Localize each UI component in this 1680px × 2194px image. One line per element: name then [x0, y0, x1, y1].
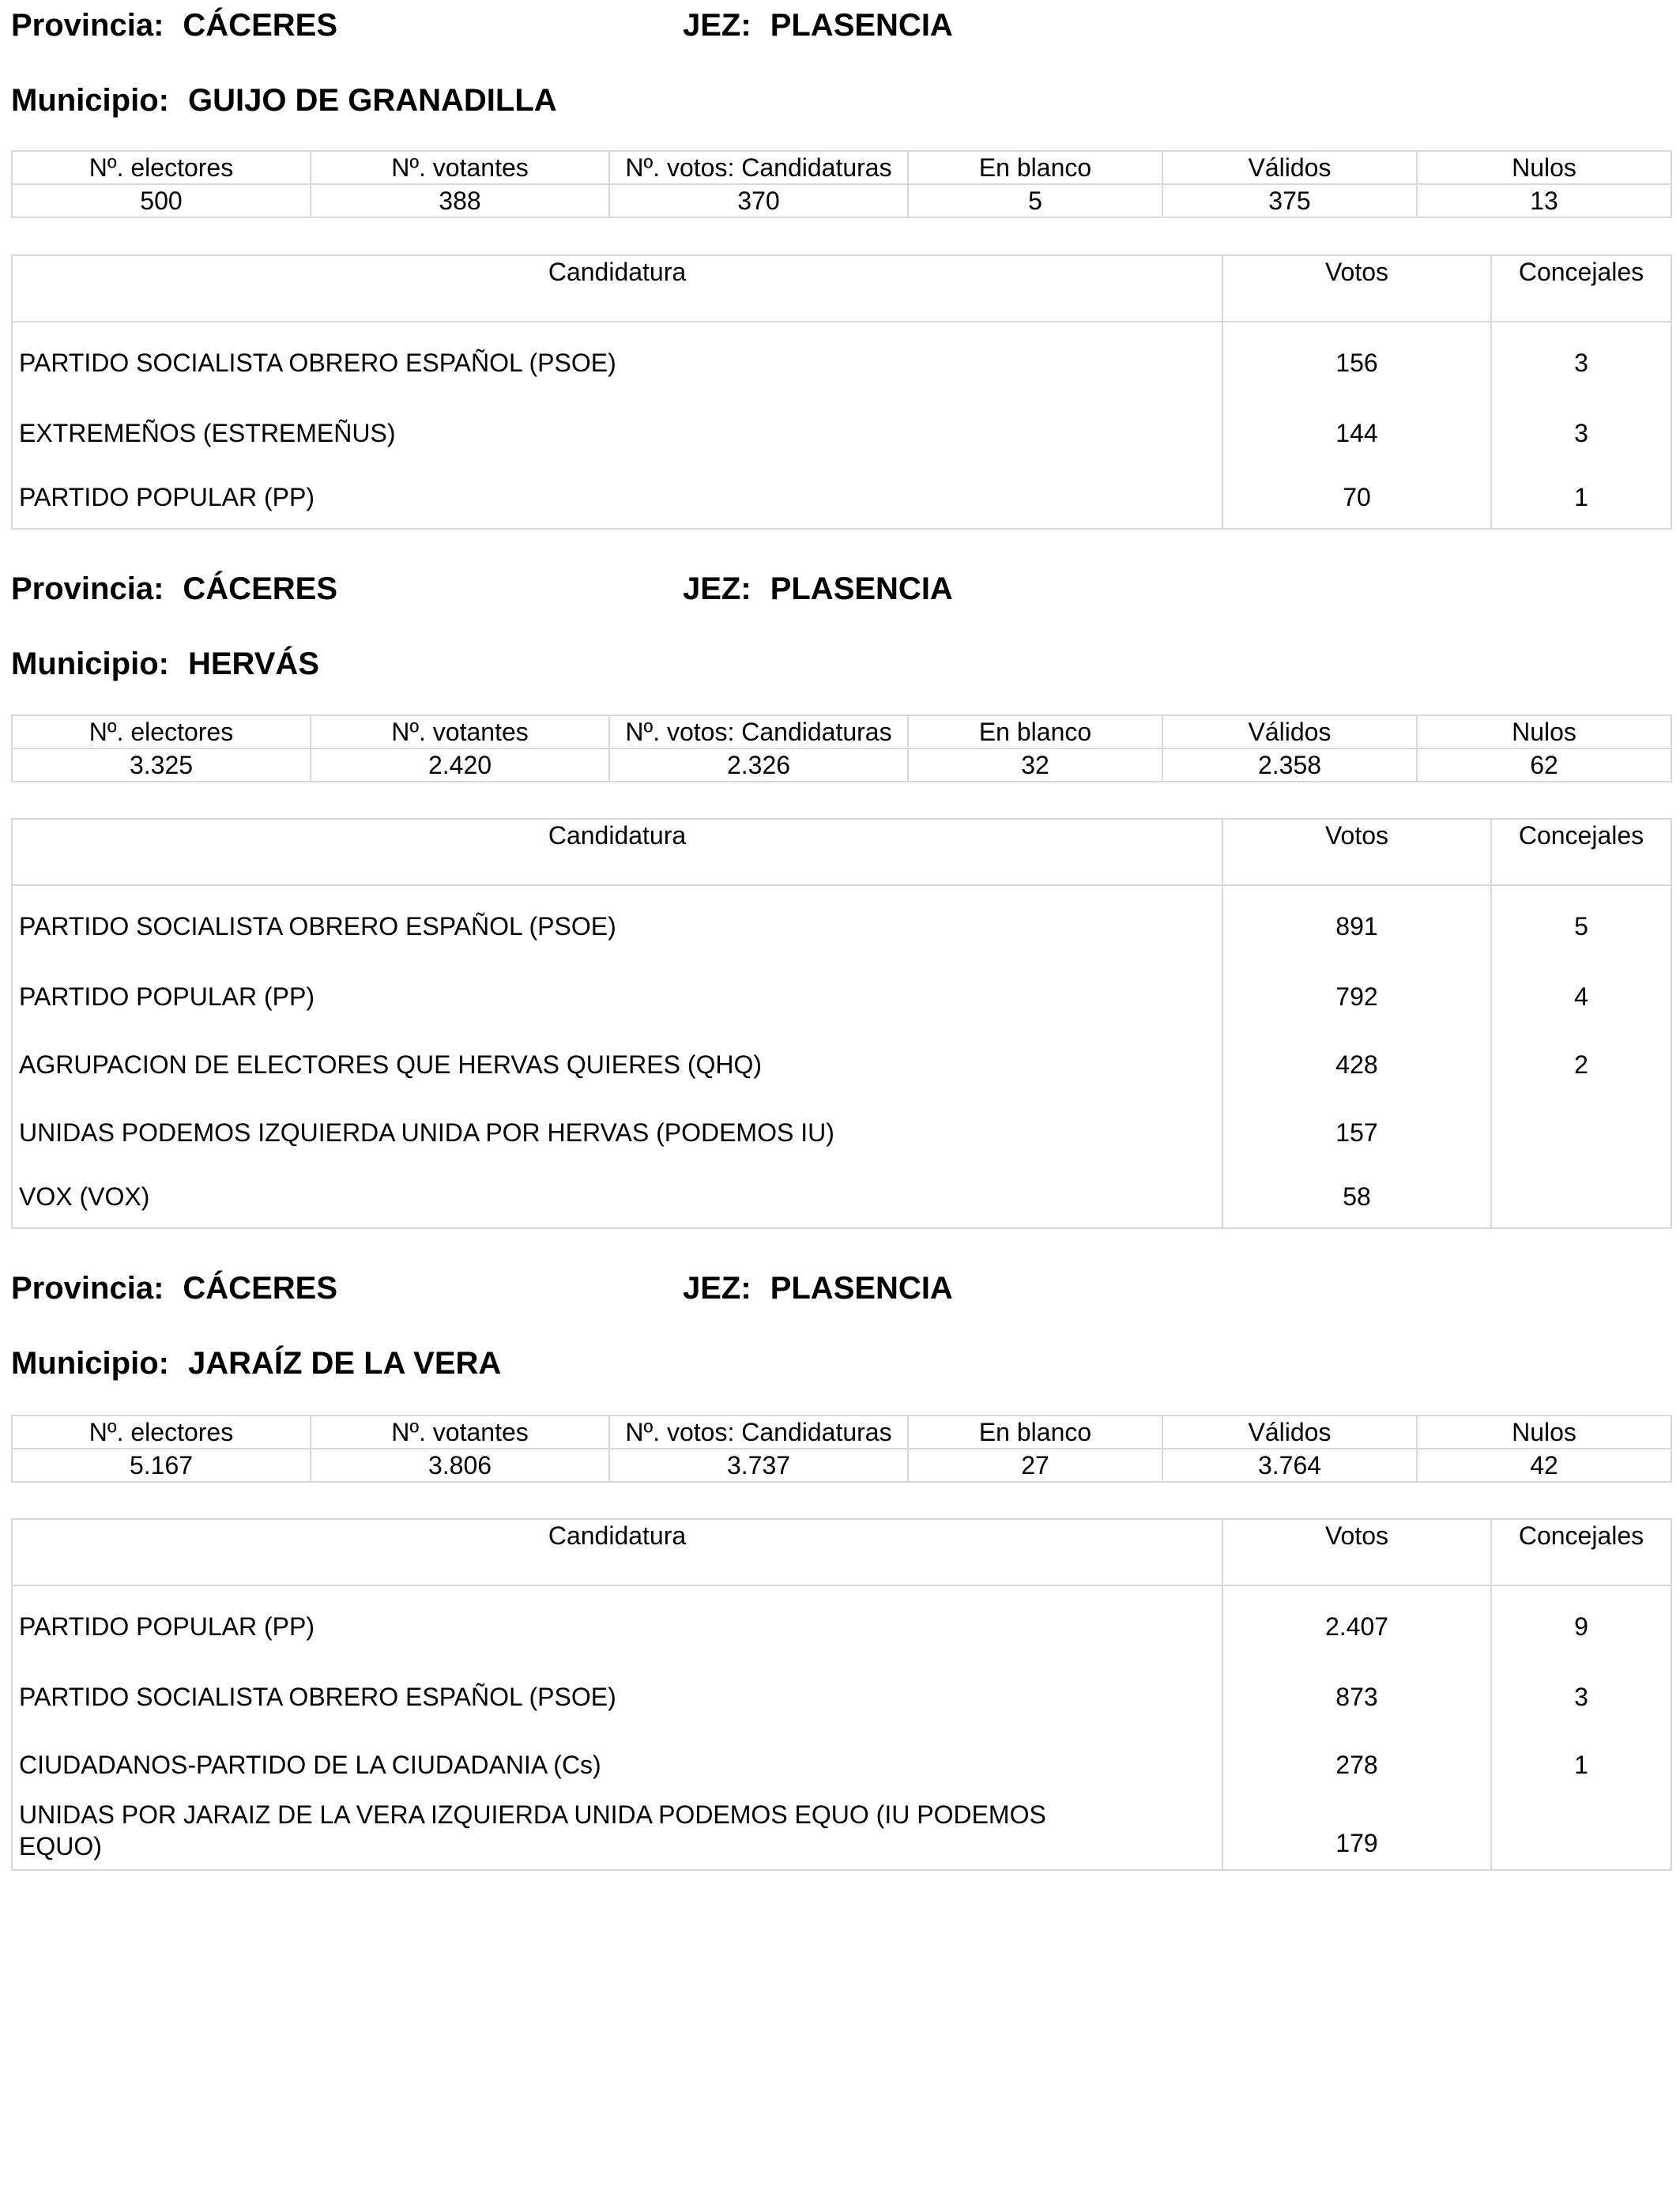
- municipio-line: [11, 81, 557, 119]
- provincia-label: Provincia:: [11, 1271, 164, 1306]
- stats-header: Nº. electores: [12, 715, 311, 748]
- stats-header: Nulos: [1417, 151, 1671, 184]
- stats-header: Nº. votos: Candidaturas: [609, 151, 908, 184]
- stats-header: Válidos: [1162, 1416, 1417, 1449]
- stats-table: [11, 150, 1672, 218]
- stats-value: 2.326: [609, 748, 908, 782]
- candidature-votes: 58: [1222, 1167, 1491, 1228]
- jez-label: JEZ:: [683, 571, 751, 606]
- stats-header-row: [12, 715, 1671, 748]
- candidatura-header: Candidatura: [12, 1519, 1222, 1585]
- candidature-row: [12, 885, 1671, 963]
- stats-value: 42: [1417, 1449, 1671, 1482]
- candidature-seats: 5: [1491, 885, 1671, 963]
- stats-value: 13: [1417, 184, 1671, 217]
- jez-value: PLASENCIA: [770, 1271, 953, 1306]
- candidature-seats: 3: [1491, 322, 1671, 399]
- provincia-value: CÁCERES: [183, 8, 337, 43]
- stats-header: Nº. votantes: [311, 151, 609, 184]
- municipio-line: [11, 645, 319, 683]
- stats-value: 62: [1417, 748, 1671, 782]
- stats-value: 27: [908, 1449, 1162, 1482]
- stats-value: 3.737: [609, 1449, 908, 1482]
- provincia-value: CÁCERES: [183, 1271, 337, 1306]
- stats-header: Válidos: [1162, 151, 1417, 184]
- candidature-seats: 3: [1491, 1663, 1671, 1731]
- candidature-votes: 179: [1222, 1799, 1491, 1870]
- candidature-row: [12, 1799, 1671, 1870]
- jez-label: JEZ:: [683, 8, 751, 43]
- provincia-line: [11, 6, 337, 44]
- concejales-header: Concejales: [1491, 1519, 1671, 1585]
- candidature-votes: 70: [1222, 467, 1491, 529]
- candidature-row: [12, 1031, 1671, 1099]
- stats-table: [11, 1415, 1672, 1483]
- stats-header: Nulos: [1417, 715, 1671, 748]
- municipio-line: [11, 1344, 501, 1382]
- provincia-value: CÁCERES: [183, 571, 337, 606]
- candidatures-header-row: [12, 819, 1671, 885]
- candidature-seats: 2: [1491, 1031, 1671, 1099]
- stats-header: Nº. votantes: [311, 715, 609, 748]
- municipio-value: JARAÍZ DE LA VERA: [187, 1346, 502, 1381]
- stats-value: 3.325: [12, 748, 311, 782]
- votos-header: Votos: [1222, 1519, 1491, 1585]
- candidature-name: PARTIDO POPULAR (PP): [12, 963, 1222, 1031]
- concejales-header: Concejales: [1491, 819, 1671, 885]
- concejales-header: Concejales: [1491, 255, 1671, 322]
- candidature-name: CIUDADANOS-PARTIDO DE LA CIUDADANIA (Cs): [12, 1731, 1222, 1799]
- stats-value: 5.167: [12, 1449, 311, 1482]
- candidature-votes: 891: [1222, 885, 1491, 963]
- candidature-row: [12, 1731, 1671, 1799]
- votos-header: Votos: [1222, 255, 1491, 322]
- candidature-seats: 1: [1491, 1731, 1671, 1799]
- candidature-name: PARTIDO POPULAR (PP): [12, 467, 1222, 529]
- municipio-label: Municipio:: [11, 83, 169, 118]
- stats-value: 375: [1162, 184, 1417, 217]
- provincia-label: Provincia:: [11, 8, 164, 43]
- votos-header: Votos: [1222, 819, 1491, 885]
- stats-value-row: [12, 748, 1671, 782]
- candidatura-header: Candidatura: [12, 255, 1222, 322]
- candidature-name: EXTREMEÑOS (ESTREMEÑUS): [12, 399, 1222, 467]
- jez-value: PLASENCIA: [770, 571, 953, 606]
- candidature-seats: 3: [1491, 399, 1671, 467]
- stats-value: 2.420: [311, 748, 609, 782]
- jez-line: [683, 6, 953, 44]
- candidature-seats: [1491, 1799, 1671, 1870]
- candidature-votes: 428: [1222, 1031, 1491, 1099]
- candidature-name: VOX (VOX): [12, 1167, 1222, 1228]
- candidature-name: PARTIDO SOCIALISTA OBRERO ESPAÑOL (PSOE): [12, 322, 1222, 399]
- candidature-row: [12, 322, 1671, 399]
- stats-header: En blanco: [908, 715, 1162, 748]
- candidature-votes: 873: [1222, 1663, 1491, 1731]
- jez-value: PLASENCIA: [770, 8, 953, 43]
- stats-table: [11, 714, 1672, 782]
- municipio-value: GUIJO DE GRANADILLA: [187, 83, 557, 118]
- stats-header: Válidos: [1162, 715, 1417, 748]
- municipio-label: Municipio:: [11, 647, 169, 681]
- candidature-row: [12, 1585, 1671, 1663]
- candidature-seats: 4: [1491, 963, 1671, 1031]
- candidature-name: PARTIDO SOCIALISTA OBRERO ESPAÑOL (PSOE): [12, 885, 1222, 963]
- candidature-name: PARTIDO POPULAR (PP): [12, 1585, 1222, 1663]
- stats-header: En blanco: [908, 151, 1162, 184]
- candidature-votes: 2.407: [1222, 1585, 1491, 1663]
- stats-header: Nº. votantes: [311, 1416, 609, 1449]
- municipio-label: Municipio:: [11, 1346, 169, 1381]
- candidatura-header: Candidatura: [12, 819, 1222, 885]
- candidature-seats: [1491, 1167, 1671, 1228]
- stats-header-row: [12, 151, 1671, 184]
- candidature-votes: 156: [1222, 322, 1491, 399]
- candidature-name: UNIDAS POR JARAIZ DE LA VERA IZQUIERDA UNIDA PODEMOS EQUO (IU PODEMOS EQUO): [12, 1799, 1222, 1870]
- stats-value: 500: [12, 184, 311, 217]
- provincia-label: Provincia:: [11, 571, 164, 606]
- candidature-row: [12, 1663, 1671, 1731]
- candidature-row: [12, 1099, 1671, 1167]
- jez-label: JEZ:: [683, 1271, 751, 1306]
- stats-value: 3.806: [311, 1449, 609, 1482]
- stats-value-row: [12, 1449, 1671, 1482]
- candidatures-table: [11, 818, 1672, 1229]
- municipio-value: HERVÁS: [187, 647, 319, 681]
- jez-line: [683, 570, 953, 608]
- candidatures-header-row: [12, 255, 1671, 322]
- candidature-votes: 278: [1222, 1731, 1491, 1799]
- candidatures-table: [11, 254, 1672, 530]
- provincia-line: [11, 1269, 337, 1307]
- candidature-seats: 1: [1491, 467, 1671, 529]
- stats-value-row: [12, 184, 1671, 217]
- candidature-row: [12, 963, 1671, 1031]
- stats-header: Nº. votos: Candidaturas: [609, 1416, 908, 1449]
- stats-header: Nulos: [1417, 1416, 1671, 1449]
- stats-header: Nº. votos: Candidaturas: [609, 715, 908, 748]
- stats-header: Nº. electores: [12, 151, 311, 184]
- candidature-name: PARTIDO SOCIALISTA OBRERO ESPAÑOL (PSOE): [12, 1663, 1222, 1731]
- candidature-row: [12, 399, 1671, 467]
- stats-value: 388: [311, 184, 609, 217]
- candidature-name: AGRUPACION DE ELECTORES QUE HERVAS QUIERES (QHQ): [12, 1031, 1222, 1099]
- candidature-seats: [1491, 1099, 1671, 1167]
- stats-value: 32: [908, 748, 1162, 782]
- jez-line: [683, 1269, 953, 1307]
- candidatures-header-row: [12, 1519, 1671, 1585]
- candidature-votes: 157: [1222, 1099, 1491, 1167]
- candidature-votes: 144: [1222, 399, 1491, 467]
- candidature-seats: 9: [1491, 1585, 1671, 1663]
- stats-value: 2.358: [1162, 748, 1417, 782]
- provincia-line: [11, 570, 337, 608]
- stats-header-row: [12, 1416, 1671, 1449]
- candidature-row: [12, 1167, 1671, 1228]
- stats-header: Nº. electores: [12, 1416, 311, 1449]
- stats-value: 5: [908, 184, 1162, 217]
- stats-value: 370: [609, 184, 908, 217]
- stats-header: En blanco: [908, 1416, 1162, 1449]
- candidature-votes: 792: [1222, 963, 1491, 1031]
- candidatures-table: [11, 1518, 1672, 1871]
- candidature-row: [12, 467, 1671, 529]
- stats-value: 3.764: [1162, 1449, 1417, 1482]
- candidature-name: UNIDAS PODEMOS IZQUIERDA UNIDA POR HERVAS (PODEMOS IU): [12, 1099, 1222, 1167]
